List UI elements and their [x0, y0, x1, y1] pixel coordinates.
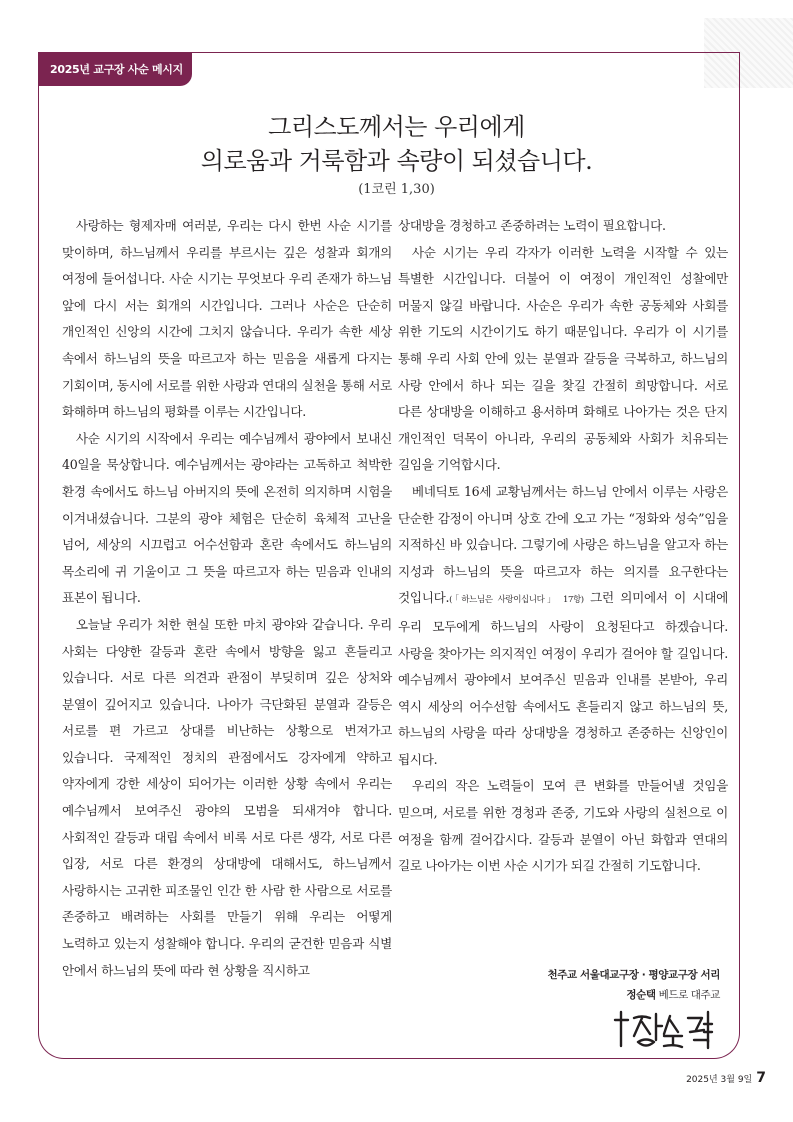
handwritten-signature: [612, 1006, 722, 1050]
paragraph-text: 그런 의미에서 이 시대에 우리 모두에게 하느님의 사랑이 요청된다고 하겠습니다. 사랑을 찾아가는 의지적인 여정이 우리가 걸어야 할 길입니다. 예수님께서 광야에서 보여주신 믿음과 인내를 본받아, 우리 역시 세상의 어수선함 속에서도 흔들리지 않고 하느님의 뜻, 하느님의 사랑을 따라 상대방을 경청하고 존중하는 신앙인이 됩시다.: [398, 590, 728, 767]
right-column: [398, 213, 728, 880]
page-title: [50, 110, 743, 178]
paragraph: 사순 시기는 우리 각자가 이러한 노력을 시작할 수 있는 특별한 시간입니다. 더불어 이 여정이 개인적인 성찰에만 머물지 않길 바랍니다. 사순은 우리가 속한 공동체와 사회를 위한 기도의 시간이기도 하기 때문입니다. 우리가 이 시기를 통해 우리 사회 안에 있는 분열과 갈등을 극복하고, 하느님의 사랑 안에서 하나 되는 길을 찾길 간절히 희망합니다. 서로 다른 상대방을 이해하고 용서하며 화해로 나아가는 것은 단지 개인적인 덕목이 아니라, 우리의 공동체와 사회가 치유되는 길임을 기억합시다.: [398, 244, 728, 473]
left-column: [62, 213, 392, 984]
paragraph: 사순 시기의 시작에서 우리는 예수님께서 광야에서 보내신 40일을 묵상합니다. 예수님께서는 광야라는 고독하고 척박한 환경 속에서도 하느님 아버지의 뜻에 온전히 의지하며 시험을 이겨내셨습니다. 그분의 광야 체험은 단순히 육체적 고난을 넘어, 세상의 시끄럽고 어수선함과 혼란 속에서도 하느님의 목소리에 귀 기울이고 그 뜻을 따르고자 하는 믿음과 인내의 표본이 됩니다.: [62, 430, 392, 606]
author-name-line: [440, 987, 720, 1002]
paragraph-text: 베네딕토 16세 교황님께서는 하느님 안에서 이루는 사랑은 단순한 감정이 아니며 상호 간에 오고 가는 “정화와 성숙”임을 지적하신 바 있습니다. 그렇기에 사랑은 하느님을 알고자 하는 지성과 하느님의 뜻을 따르고자 하는 의지를 요구한다는 것입니다.: [398, 483, 728, 606]
section-tag: 2025년 교구장 사순 메시지: [38, 52, 192, 86]
paragraph: [398, 479, 728, 774]
paragraph: 사랑하는 형제자매 여러분, 우리는 다시 한번 사순 시기를 맞이하며, 하느님께서 우리를 부르시는 깊은 성찰과 회개의 여정에 들어섭니다. 사순 시기는 무엇보다 우리 존재가 하느님 앞에 다시 서는 회개의 시간입니다. 그러나 사순은 단순히 개인적인 신앙의 시간에 그치지 않습니다. 우리가 속한 세상 속에서 하느님의 뜻을 따르고자 하는 믿음을 새롭게 다지는 기회이며, 동시에 서로를 위한 사랑과 연대의 실천을 통해 서로 화해하며 하느님의 평화를 이루는 시간입니다.: [62, 218, 392, 420]
title-line-2: 의로움과 거룩함과 속량이 되셨습니다.: [200, 147, 593, 175]
author-name: 정순택: [626, 989, 656, 1001]
paragraph-continuation: 상대방을 경청하고 존중하려는 노력이 필요합니다.: [398, 218, 666, 233]
paragraph: 우리의 작은 노력들이 모여 큰 변화를 만들어낼 것임을 믿으며, 서로를 위한 경청과 존중, 기도와 사랑의 실천으로 이 여정을 함께 걸어갑시다. 갈등과 분열이 아닌 화합과 연대의 길로 나아가는 이번 사순 시기가 되길 간절히 기도합니다.: [398, 778, 728, 874]
page-footer: [630, 1070, 766, 1086]
citation-note: (「하느님은 사랑이십니다」 17항): [449, 595, 584, 606]
issue-date: 2025년 3월 9일: [686, 1075, 753, 1085]
page-number: 7: [756, 1070, 766, 1086]
title-line-1: 그리스도께서는 우리에게: [268, 113, 525, 141]
paragraph: 오늘날 우리가 처한 현실 또한 마치 광야와 같습니다. 우리 사회는 다양한 갈등과 혼란 속에서 방향을 잃고 흔들리고 있습니다. 서로 다른 의견과 관점이 부딪히며 깊은 상처와 분열이 깊어지고 있습니다. 나아가 극단화된 분열과 갈등은 서로를 편 가르고 상대를 비난하는 상황으로 번져가고 있습니다. 국제적인 정치의 관점에서도 강자에게 약하고 약자에게 강한 세상이 되어가는 이러한 상황 속에서 우리는 예수님께서 보여주신 광야의 모범을 되새겨야 합니다. 사회적인 갈등과 대립 속에서 비록 서로 다른 생각, 서로 다른 입장, 서로 다른 환경의 상대방에 대해서도, 하느님께서 사랑하시는 고귀한 피조물인 인간 한 사람 한 사람으로 서로를 존중하고 배려하는 사회를 만들기 위해 우리는 어떻게 노력하고 있는지 성찰해야 합니다. 우리의 굳건한 믿음과 식별 안에서 하느님의 뜻에 따라 현 상황을 직시하고: [62, 616, 392, 978]
author-role: 베드로 대주교: [655, 989, 720, 1001]
scripture-reference: (1코린 1,30): [358, 182, 435, 197]
author-title: 천주교 서울대교구장 · 평양교구장 서리: [547, 969, 720, 981]
